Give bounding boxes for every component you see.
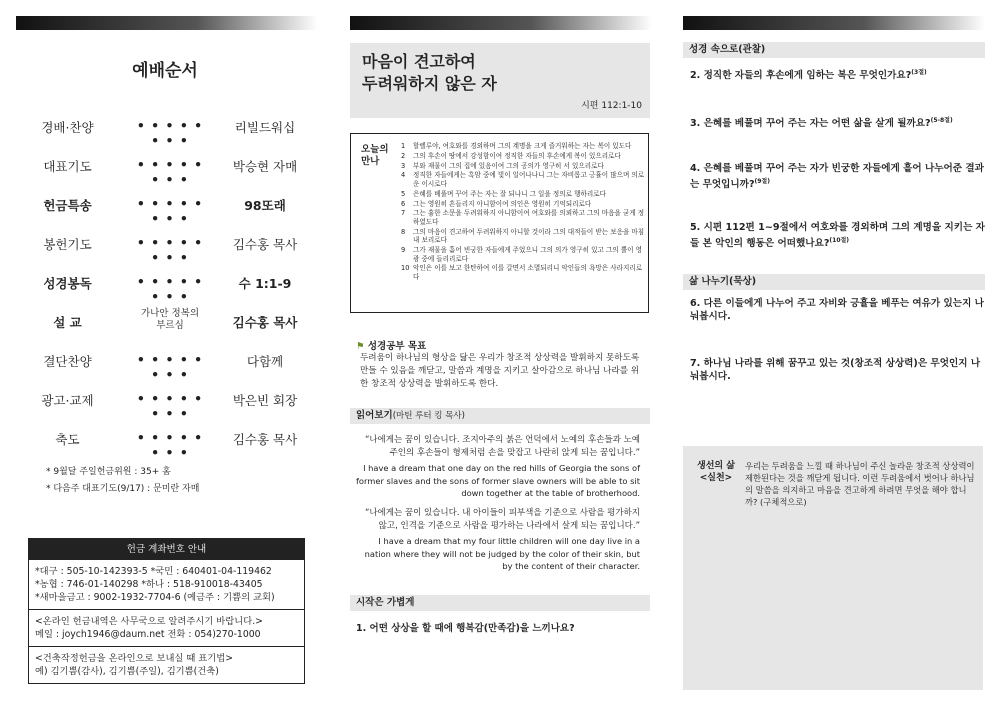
order-item-name: 결단찬양 bbox=[43, 354, 92, 369]
verse-number: 5 bbox=[401, 189, 406, 198]
order-row bbox=[20, 196, 320, 226]
verse-text: 은혜를 베풀며 꾸어 주는 자는 잘 되나니 그 일을 정의로 행하리로다 bbox=[413, 189, 606, 198]
building-offering-info bbox=[29, 646, 304, 683]
reading-english-1: I have a dream that one day on the red hills of Georgia the sons of former slaves and the sons of former slave owners will be able to sit down together at the table of brotherhood. bbox=[356, 463, 640, 498]
column3-top-bar bbox=[683, 16, 985, 30]
practice-text: 우리는 두려움을 느낄 때 하나님이 주신 놀라운 창조적 상상력이 제한된다는 것을 깨닫게 됩니다. 이런 두려움에서 벗어나 하나님의 말씀을 의지하고 마음을 견고하게 하려면 무엇을 해야 합니까? (구체적으로) bbox=[745, 461, 975, 507]
verse-number: 10 bbox=[401, 264, 410, 273]
question-3-text: 3. 은혜를 베풀며 꾸어 주는 자는 어떤 삶을 살게 될까요? bbox=[690, 118, 931, 130]
study-goal-title bbox=[356, 338, 426, 352]
order-dots: • • • • • • • • bbox=[136, 118, 204, 148]
order-dots: • • • • • • • • bbox=[136, 352, 204, 382]
order-dots: • • • • • • • • bbox=[136, 391, 204, 421]
verse-item bbox=[401, 162, 645, 171]
order-dots: • • • • • • • • bbox=[136, 430, 204, 460]
order-row bbox=[20, 235, 320, 265]
verse-text: 그는 영원히 흔들리지 아니함이여 의인은 영원히 기억되리로다 bbox=[413, 199, 592, 208]
account-line: *농협 : 746-01-140298 *하나 : 518-910018-43405 bbox=[35, 579, 263, 590]
verse-item bbox=[401, 152, 645, 161]
order-item-name: 광고·교제 bbox=[41, 393, 94, 408]
verse-number: 8 bbox=[401, 227, 406, 236]
verse-text: 부와 재물이 그의 집에 있음이여 그의 공의가 영구히 서 있으리로다 bbox=[413, 161, 604, 170]
sermon-reference: 시편 112:1-10 bbox=[581, 101, 642, 111]
reading-section-bar bbox=[350, 408, 650, 424]
order-item-name: 대표기도 bbox=[43, 159, 92, 174]
reading-korean-1: “나에게는 꿈이 있습니다. 조지아주의 붉은 언덕에서 노예의 후손들과 노예 주인의 후손들이 형제처럼 손을 맞잡고 나란히 앉게 되는 꿈입니다.” bbox=[364, 435, 640, 458]
sermon-title-short: 가나안 정복의 부르심 bbox=[140, 308, 200, 331]
order-item-person: 김수홍 목사 bbox=[232, 237, 298, 252]
practice-label-line: <실천> bbox=[699, 473, 733, 483]
share-section-bar: 삶 나누기(묵상) bbox=[683, 274, 985, 290]
verse-item bbox=[401, 228, 645, 245]
verse-number: 4 bbox=[401, 171, 406, 180]
order-item-name: 설 교 bbox=[53, 315, 82, 330]
worship-notes bbox=[46, 464, 199, 498]
order-item-name: 헌금특송 bbox=[43, 198, 92, 213]
verse-item bbox=[401, 190, 645, 199]
verse-text: 할렐루야, 여호와를 경외하며 그의 계명을 크게 즐거워하는 자는 복이 있도다 bbox=[413, 142, 632, 150]
question-7: 7. 하나님 나라를 위해 꿈꾸고 있는 것(창조적 상상력)은 무엇인지 나눠봅시다. bbox=[690, 358, 981, 382]
study-goal-label: 성경공부 목표 bbox=[367, 341, 427, 352]
order-dots: • • • • • • • • bbox=[136, 235, 204, 265]
manna-label-line: 오늘의 bbox=[361, 144, 389, 155]
order-item-person: 김수홍 목사 bbox=[232, 315, 298, 330]
reading-english-2: I have a dream that my four little children will one day live in a nation where they will not be judged by the color of their skin, but by the content of their character. bbox=[364, 536, 640, 571]
order-item-person: 박승현 자매 bbox=[232, 159, 298, 174]
account-line: *새마을금고 : 9002-1932-7704-6 (예금주 : 기쁨의 교회) bbox=[35, 592, 275, 603]
order-dots: • • • • • • • • bbox=[136, 274, 204, 304]
reading-korean-2: “나에게는 꿈이 있습니다. 내 아이들이 피부색을 기준으로 사람을 평가하지 않고, 인격을 기준으로 사람을 평가하는 나라에서 살게 되는 꿈입니다.” bbox=[364, 508, 640, 531]
order-row bbox=[20, 391, 320, 421]
verse-list bbox=[401, 142, 645, 283]
verse-number: 2 bbox=[401, 151, 406, 160]
order-item-name: 성경봉독 bbox=[43, 276, 92, 291]
order-dots: • • • • • • • • bbox=[136, 196, 204, 226]
order-row bbox=[20, 352, 320, 382]
question-4-ref: (9절) bbox=[754, 178, 770, 185]
todays-manna-box bbox=[350, 133, 649, 313]
verse-number: 7 bbox=[401, 209, 406, 218]
verse-number: 3 bbox=[401, 161, 406, 170]
question-5-ref: (10절) bbox=[829, 237, 850, 244]
verse-item bbox=[401, 200, 645, 209]
question-6: 6. 다른 이들에게 나누어 주고 자비와 긍휼을 베푸는 여유가 있는지 나눠봅시다. bbox=[690, 298, 984, 322]
account-line: *대구 : 505-10-142393-5 *국민 : 640401-04-119462 bbox=[35, 566, 272, 577]
flag-icon: ⚑ bbox=[356, 341, 365, 352]
reading-title: 읽어보기 bbox=[356, 410, 393, 421]
online-offering-title: <온라인 헌금내역은 사무국으로 알려주시기 바랍니다.> bbox=[35, 616, 263, 627]
verse-item bbox=[401, 171, 645, 188]
order-item-person: 리빌드워십 bbox=[234, 120, 296, 135]
reading-subtitle: (마틴 루터 킹 목사) bbox=[392, 411, 465, 421]
order-row bbox=[20, 308, 320, 333]
building-offering-example: 예) 김기쁨(감사), 김기쁨(주일), 김기쁨(건축) bbox=[35, 666, 219, 677]
practice-label bbox=[697, 460, 735, 484]
order-row bbox=[20, 274, 320, 304]
question-5-text: 5. 시편 112편 1~9절에서 여호와를 경외하며 그의 계명을 지키는 자들 본 악인의 행동은 어떠했나요? bbox=[690, 222, 985, 250]
offering-account-box bbox=[28, 538, 305, 684]
question-2-text: 2. 정직한 자들의 후손에게 임하는 복은 무엇인가요? bbox=[690, 70, 912, 82]
verse-number: 1 bbox=[401, 142, 406, 150]
order-item-name: 경배·찬양 bbox=[41, 120, 94, 135]
building-offering-title: <건축작정헌금을 온라인으로 보내실 때 표기법> bbox=[35, 653, 234, 664]
order-dots: • • • • • • • • bbox=[136, 157, 204, 187]
question-3 bbox=[690, 114, 985, 130]
note-item: * 다음주 대표기도(9/17) : 문미란 자매 bbox=[46, 484, 200, 494]
todays-manna-label bbox=[361, 144, 389, 168]
offering-box-header: 헌금 계좌번호 안내 bbox=[29, 539, 304, 560]
verse-text: 정직한 자들에게는 흑암 중에 빛이 일어나나니 그는 자비롭고 긍휼이 많으며 의로운 이시로다 bbox=[413, 171, 645, 188]
verse-item bbox=[401, 209, 645, 226]
verse-item bbox=[401, 246, 645, 263]
sermon-title-box bbox=[350, 43, 650, 118]
scripture-section-bar: 성경 속으로(관찰) bbox=[683, 42, 985, 58]
study-goal-text: 두려움이 하나님의 형상을 닮은 우리가 창조적 상상력을 발휘하지 못하도록 만들 수 있음을 깨닫고, 말씀과 계명을 지키고 살아감으로 하나님 나라를 위한 창조적 상상력을 발휘하도록 한다. bbox=[360, 353, 640, 389]
start-section-bar: 시작은 가볍게 bbox=[350, 595, 650, 611]
verse-text: 그는 흉한 소문을 두려워하지 아니함이여 여호와를 의뢰하고 그의 마음을 굳게 정하였도다 bbox=[413, 209, 645, 226]
online-offering-contact: 메일 : joych1946@daum.net 전화 : 054)270-1000 bbox=[35, 629, 261, 640]
question-2-ref: (3절) bbox=[911, 69, 927, 76]
order-item-name: 축도 bbox=[55, 432, 80, 447]
verse-text: 그의 마음이 견고하여 두려워하지 아니할 것이라 그의 대적들이 받는 보응을 마침내 보리로다 bbox=[413, 227, 645, 245]
manna-label-line: 만나 bbox=[361, 156, 380, 167]
order-item-person: 수 1:1-9 bbox=[238, 276, 292, 291]
practice-label-line: 생선의 삶 bbox=[697, 461, 735, 471]
verse-number: 6 bbox=[401, 199, 406, 208]
question-2 bbox=[690, 66, 985, 82]
verse-number: 9 bbox=[401, 246, 406, 255]
column1-top-bar bbox=[16, 16, 318, 30]
verse-text: 악인은 이를 보고 한탄하여 이를 갈면서 소멸되리니 악인들의 욕망은 사라지리로다 bbox=[413, 264, 643, 281]
note-item: * 9월달 주일헌금위원 : 35+ 홈 bbox=[46, 467, 171, 477]
order-item-person: 다함께 bbox=[246, 354, 284, 369]
online-offering-info bbox=[29, 609, 304, 646]
practice-box bbox=[683, 446, 983, 690]
sermon-title-line: 두려워하지 않은 자 bbox=[362, 74, 497, 93]
order-row bbox=[20, 430, 320, 460]
verse-item bbox=[401, 264, 645, 281]
sermon-title bbox=[362, 51, 497, 95]
order-item-person: 98또래 bbox=[244, 198, 286, 213]
verse-item bbox=[401, 142, 645, 151]
order-item-person: 김수홍 목사 bbox=[232, 432, 298, 447]
order-item-name: 봉헌기도 bbox=[43, 237, 92, 252]
question-4 bbox=[690, 162, 985, 191]
question-1: 1. 어떤 상상을 할 때에 행복감(만족감)을 느끼나요? bbox=[356, 623, 575, 634]
worship-order-title: 예배순서 bbox=[132, 61, 198, 81]
verse-text: 그의 후손이 땅에서 강성함이여 정직한 자들의 후손에게 복이 있으리로다 bbox=[413, 151, 621, 160]
order-row bbox=[20, 157, 320, 187]
order-item-person: 박은빈 회장 bbox=[232, 393, 298, 408]
question-4-text: 4. 은혜를 베풀며 꾸어 주는 자가 빈궁한 자들에게 흩어 나누어준 결과는 무엇입니까? bbox=[690, 163, 984, 191]
order-row bbox=[20, 118, 320, 148]
question-5 bbox=[690, 221, 985, 250]
offering-accounts bbox=[29, 560, 304, 609]
column2-top-bar bbox=[350, 16, 652, 30]
verse-text: 그가 재물을 흩어 빈궁한 자들에게 주었으니 그의 의가 영구히 있고 그의 뿔이 영광 중에 들리리로다 bbox=[413, 246, 642, 263]
question-3-ref: (5-8절) bbox=[930, 117, 953, 124]
sermon-title-line: 마음이 견고하여 bbox=[362, 52, 476, 71]
